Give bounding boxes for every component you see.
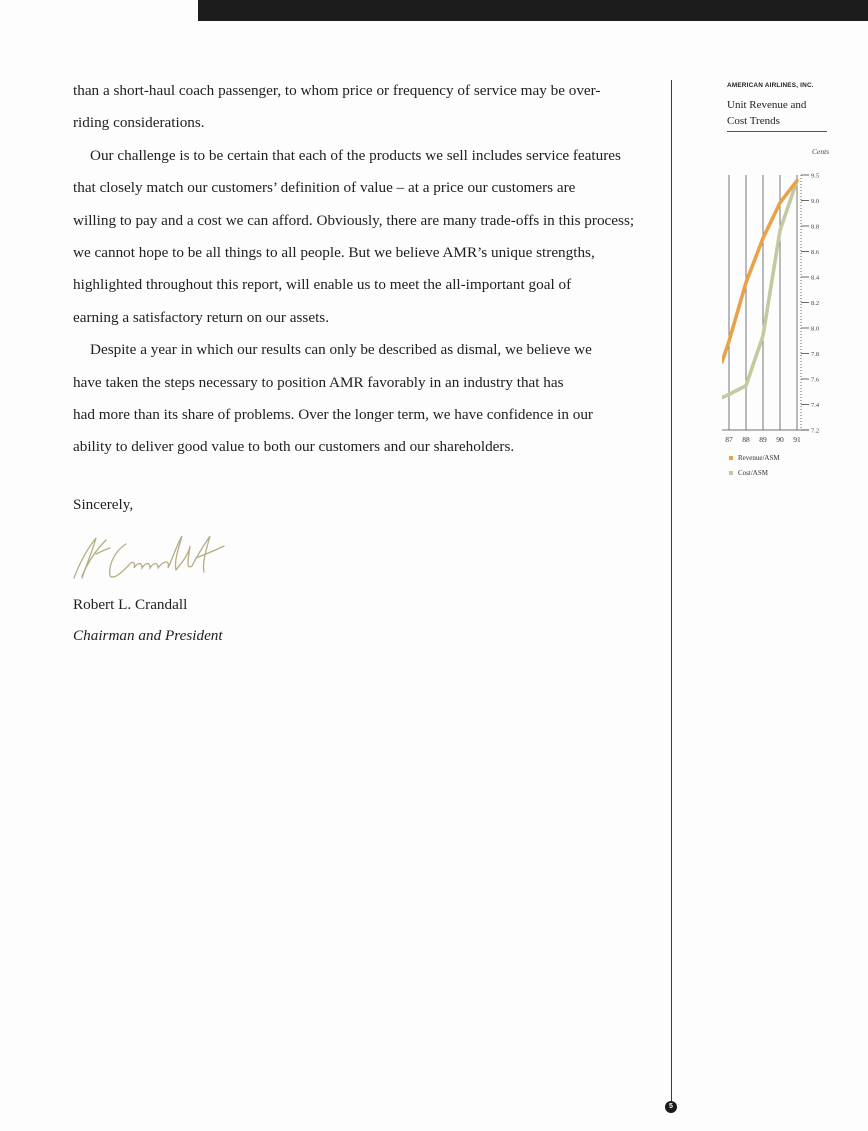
signer-title: Chairman and President — [73, 627, 223, 644]
legend-swatch-cost — [729, 471, 733, 475]
legend-item-revenue — [729, 450, 780, 465]
sidebar-company-name: AMERICAN AIRLINES, INC. — [727, 82, 814, 89]
y-tick-label: 8.4 — [811, 274, 820, 282]
chart-title — [727, 97, 823, 129]
x-tick-label: 91 — [793, 435, 801, 444]
y-tick-label: 8.2 — [811, 300, 820, 307]
letter-body — [73, 75, 663, 464]
paragraph-1 — [73, 75, 663, 140]
signature-image — [66, 532, 228, 588]
text-line: we cannot hope to be all things to all people. But we believe AMR’s unique strengths, — [73, 244, 595, 262]
text-line: Despite a year in which our results can only be described as dismal, we believe we — [90, 341, 592, 359]
header-bar — [198, 0, 868, 21]
y-tick-label: 9.5 — [811, 172, 820, 180]
signer-name: Robert L. Crandall — [73, 596, 188, 613]
y-tick-label: 8.6 — [811, 249, 820, 256]
y-tick-label: 8.0 — [811, 325, 820, 333]
page-number: 5 — [665, 1101, 677, 1113]
x-tick-label: 87 — [725, 435, 733, 444]
chart-legend — [729, 450, 780, 480]
chart-title-line: Cost Trends — [727, 115, 780, 127]
text-line: that closely match our customers’ definition of value – at a price our customers are — [73, 179, 576, 197]
series-line-cost-asm — [722, 181, 797, 398]
y-tick-label: 7.2 — [811, 427, 820, 435]
text-line: have taken the steps necessary to position AMR favorably in an industry that has — [73, 373, 564, 391]
y-tick-label: 7.4 — [811, 402, 820, 409]
text-line: willing to pay and a cost we can afford. Obviously, there are many trade-offs in this process; — [73, 211, 635, 229]
text-line: earning a satisfactory return on our assets. — [73, 308, 329, 326]
legend-swatch-revenue — [729, 456, 733, 460]
x-tick-label: 90 — [776, 435, 784, 444]
text-line: ability to deliver good value to both our customers and our shareholders. — [73, 438, 515, 456]
unit-revenue-cost-chart — [722, 165, 828, 447]
y-tick-label: 9.0 — [811, 198, 820, 205]
legend-item-cost — [729, 465, 780, 480]
text-line: than a short-haul coach passenger, to whom price or frequency of service may be over- — [73, 82, 601, 99]
series-line-revenue-asm — [722, 181, 797, 362]
letter-closing: Sincerely, — [73, 496, 134, 513]
y-tick-label: 8.8 — [811, 223, 820, 231]
chart-title-line: Unit Revenue and — [727, 99, 807, 111]
paragraph-3 — [73, 334, 663, 464]
text-line: riding considerations. — [73, 114, 205, 132]
x-tick-label: 89 — [759, 435, 767, 444]
text-line: highlighted throughout this report, will enable us to meet the all-important goal of — [73, 276, 572, 294]
chart-unit-label: Cents — [812, 147, 830, 156]
paragraph-2 — [73, 140, 663, 334]
legend-label-cost: Cost/ASM — [738, 468, 768, 477]
text-line: Our challenge is to be certain that each of the products we sell includes service features — [90, 146, 621, 164]
legend-label-revenue: Revenue/ASM — [738, 453, 780, 462]
y-tick-label: 7.6 — [811, 376, 820, 384]
sidebar-rule — [727, 131, 827, 132]
text-line: had more than its share of problems. Over the longer term, we have confidence in our — [73, 406, 593, 424]
y-tick-label: 7.8 — [811, 351, 820, 358]
column-divider — [671, 80, 672, 1103]
x-tick-label: 88 — [742, 435, 750, 444]
